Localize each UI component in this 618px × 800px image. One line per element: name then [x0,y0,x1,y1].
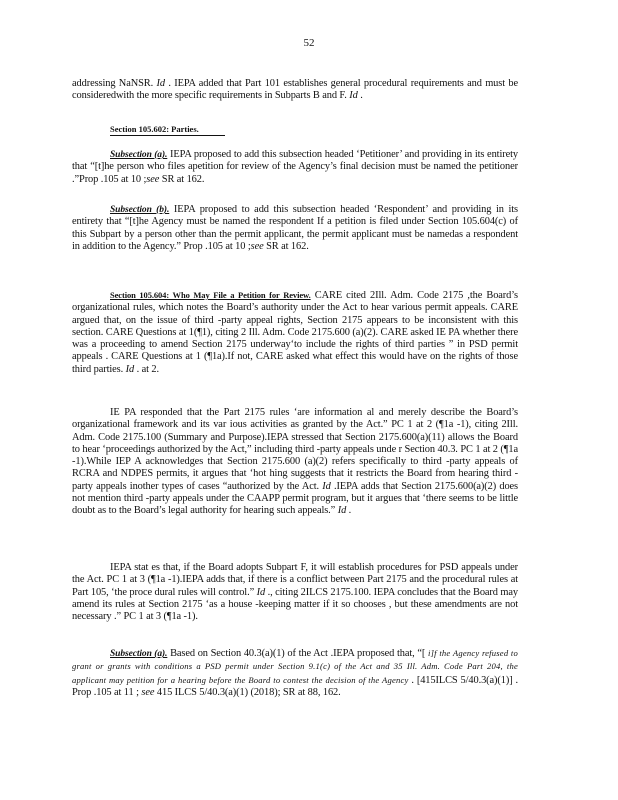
para0-text-4: . [357,90,363,102]
section-heading: Section 105.602: Parties. [110,124,225,136]
subsection-label: Subsection (b). [110,205,170,215]
paragraph-text: IEPA proposed to add this subsection headed ‘Respondent’ and providing in its entirety that “[t]he Agency must be named the respondent If a petition is filed under Section 105.604(c) of this Subpart by a person other than the permit applicant, the permit applicant must be namedas a respondent in addition to the Agency.” Prop .105 at 10 ; [72,204,518,252]
page-number: 52 [303,37,315,49]
subsection-label: Subsection (a). [110,150,168,160]
paragraph-iepa-response [72,407,518,518]
paragraph-text: . [415ILCS 5/40.3(a)(1)] . Prop .105 at 11 ; [72,674,518,698]
see-cite: see [250,240,264,252]
paragraph-text: .IEPA adds that Section 2175.600(a)(2) does not mention third -party appeals under the CAAPP permit program, but it argues that ‘there seems to be little doubt as to the Board’s legal authority for hearing such appeals.” [72,480,518,517]
id-cite: Id [322,480,331,492]
paragraph-section-105-604 [72,289,518,376]
para0-text-1: addressing NaNSR. [72,78,157,89]
section-label: Section 105.604: Who May File a Petition for Review. [110,290,311,300]
statutory-quote: i]f the Agency refused to grant or grants with conditions a PSD permit under Section 9.1(c) of the Act and 35 Ill. Adm. Code Part 204, the applicant may petition for a hearing before the Board to contest the decision of the Agency [72,648,518,685]
id-cite: Id [349,90,358,102]
paragraph-text: SR at 162. [159,173,205,185]
paragraph-continuation [72,78,518,103]
paragraph-iepa-subpart-f [72,562,518,623]
subsection-label: Subsection (a). [110,649,168,659]
id-cite: Id [156,78,165,89]
paragraph-text: 415 ILCS 5/40.3(a)(1) (2018); SR at 88, 162. [154,686,341,698]
paragraph-text: SR at 162. [263,240,309,252]
see-cite: see [141,686,155,698]
paragraph-text: . at 2. [134,363,159,375]
paragraph-text: CARE cited 2Ill. Adm. Code 2175 ,the Board’s organizational rules, which notes the Board’s authority under the Act to hear various permit appeals. CARE argued that, on the issue of third -party appeal rights, Section 2175 appears to be inconsistent with this section. CARE Questions at 1(¶1), citing 2 Ill. Adm. Code 2175.600 (a)(2). CARE asked IE PA whether there was a proceeding to amend Section 2175 underway‘to include the rights of third parties ” in PSD permit appeals . CARE Questions at 1 (¶1a).If not, CARE asked what effect this would have on the rights of those third parties. [72,290,518,375]
id-cite: Id [125,363,135,375]
paragraph-text: ., citing 2ILCS 2175.100. IEPA concludes that the Board may amend its rules at Section 2175 ‘as a house -keeping matter if it so chooses , but these amendments are not necessary .” PC 1 at 3 (¶1a -1). [72,586,518,623]
paragraph-text: . [346,505,352,517]
paragraph-text: IE PA responded that the Part 2175 rules ‘are information al and merely describe the Board’s organizational framework and its var ious activities as granted by the Act.” PC 1 at 2 (¶1a -1), citing 2Ill. Adm. Code 2175.100 (Summary and Purpose).IEPA stressed that Section 2175.600(a)(11) allows the Board to hear ‘proceedings authorized by the Act,” including third -party appeals unde r Section 40.3. PC 1 at 2 (¶1a -1).While IEP A acknowledges that Section 2175.600 (a)(2) refers specifically to third -party appeals of RCRA and NDPES permits, it argues that ‘hot hing suggests that it restricts the Board from hearing third -party appeals inother types of cases “authorized by the Act. [72,407,518,492]
paragraph-subsection-b [72,204,518,253]
para0-text-3: and must be consideredwith the more specific requirements in Subparts B and F. [72,78,518,102]
paragraph-text: Based on Section 40.3(a)(1) of the Act .IEPA proposed that, “[ [167,648,429,659]
paragraph-subsection-a-petition [72,647,518,699]
paragraph-text: IEPA proposed to add this subsection headed ‘Petitioner’ and providing in its entirety that “[t]he person who files apetition for review of the Agency’s final decision must be named the petitioner .”Prop .105 at 10 ; [72,149,518,185]
see-cite: see [146,173,160,185]
paragraph-subsection-a [72,149,518,186]
para0-text-2: . IEPA added that Part 101 establishes general procedural requirements [164,78,464,89]
id-cite: Id [337,505,347,517]
paragraph-text: IEPA stat es that, if the Board adopts Subpart F, it will establish procedures for PSD appeals under the Act. PC 1 at 3 (¶1a -1).IEPA adds that, if there is a conflict between Part 2175 and the procedural rules at Part 105, ‘the proce dural rules will control.” [72,562,518,598]
id-cite: Id [256,586,266,598]
